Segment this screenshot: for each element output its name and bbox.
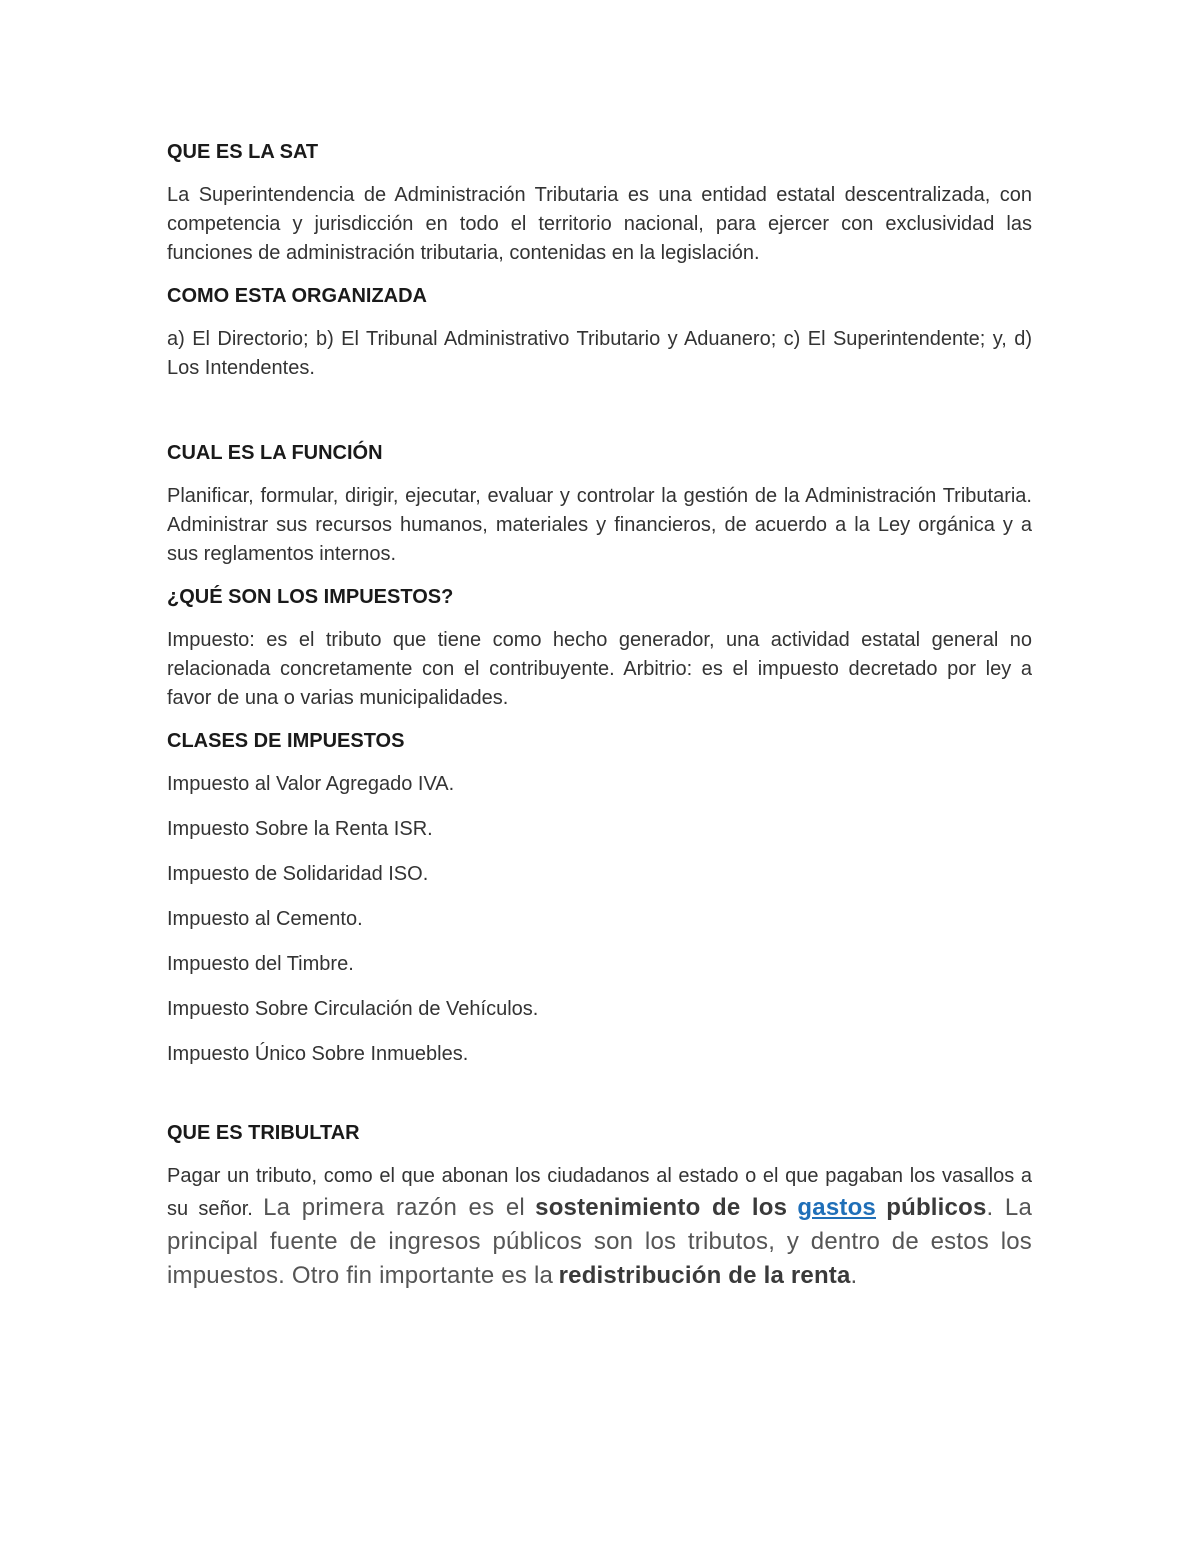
paragraph-impuestos: Impuesto: es el tributo que tiene como hecho generador, una actividad estatal general no relacionada concretamente con el contribuyente. Arbitrio: es el impuesto decretado por ley a favor de una o varias municipalidades. bbox=[167, 629, 1032, 709]
list-item-isr: Impuesto Sobre la Renta ISR. bbox=[167, 818, 433, 840]
tributar-bold-publicos: públicos bbox=[886, 1194, 987, 1221]
list-item-unico-inmuebles: Impuesto Único Sobre Inmuebles. bbox=[167, 1043, 469, 1065]
tributar-text-1: La primera razón es el bbox=[263, 1194, 525, 1221]
heading-que-es-tribultar: QUE ES TRIBULTAR bbox=[167, 1122, 360, 1144]
list-item-cemento: Impuesto al Cemento. bbox=[167, 908, 363, 930]
heading-como-esta-organizada: COMO ESTA ORGANIZADA bbox=[167, 285, 427, 307]
spacer bbox=[167, 397, 1032, 439]
gastos-link[interactable]: gastos bbox=[797, 1194, 876, 1221]
heading-clases-de-impuestos: CLASES DE IMPUESTOS bbox=[167, 730, 405, 752]
heading-cual-es-la-funcion: CUAL ES LA FUNCIÓN bbox=[167, 442, 383, 464]
list-item-circulacion-vehiculos: Impuesto Sobre Circulación de Vehículos. bbox=[167, 998, 539, 1020]
tributar-text-3: . bbox=[850, 1262, 858, 1289]
document-page bbox=[167, 138, 1032, 1293]
tributar-plain-text: Pagar un tributo, como el que abonan los ciudadanos al estado o el que pagaban los vasallos a su señor. bbox=[167, 1165, 1032, 1220]
tributar-text-2: . La principal fuente de ingresos públicos son los tributos, y dentro de estos los impuestos. Otro fin importante es la bbox=[167, 1194, 1032, 1289]
paragraph-tributar bbox=[167, 1162, 1032, 1293]
tributar-bold-sostenimiento: sostenimiento de los bbox=[535, 1194, 788, 1221]
paragraph-sat: La Superintendencia de Administración Tributaria es una entidad estatal descentralizada, con competencia y jurisdicción en todo el territorio nacional, para ejercer con exclusividad las funciones de administración tributaria, contenidas en la legislación. bbox=[167, 184, 1032, 264]
heading-que-son-los-impuestos: ¿QUÉ SON LOS IMPUESTOS? bbox=[167, 586, 454, 608]
heading-que-es-la-sat: QUE ES LA SAT bbox=[167, 141, 319, 163]
list-item-iso: Impuesto de Solidaridad ISO. bbox=[167, 863, 429, 885]
tributar-bold-redistribucion: redistribución de la renta bbox=[558, 1262, 851, 1289]
spacer bbox=[167, 1085, 1032, 1119]
paragraph-funcion: Planificar, formular, dirigir, ejecutar, evaluar y controlar la gestión de la Administración Tributaria. Administrar sus recursos humanos, materiales y financieros, de acuerdo a la Ley orgánica y a sus reglamentos internos. bbox=[167, 485, 1032, 565]
list-item-iva: Impuesto al Valor Agregado IVA. bbox=[167, 773, 455, 795]
paragraph-organizada: a) El Directorio; b) El Tribunal Administrativo Tributario y Aduanero; c) El Superintendente; y, d) Los Intendentes. bbox=[167, 328, 1032, 379]
list-item-timbre: Impuesto del Timbre. bbox=[167, 953, 354, 975]
